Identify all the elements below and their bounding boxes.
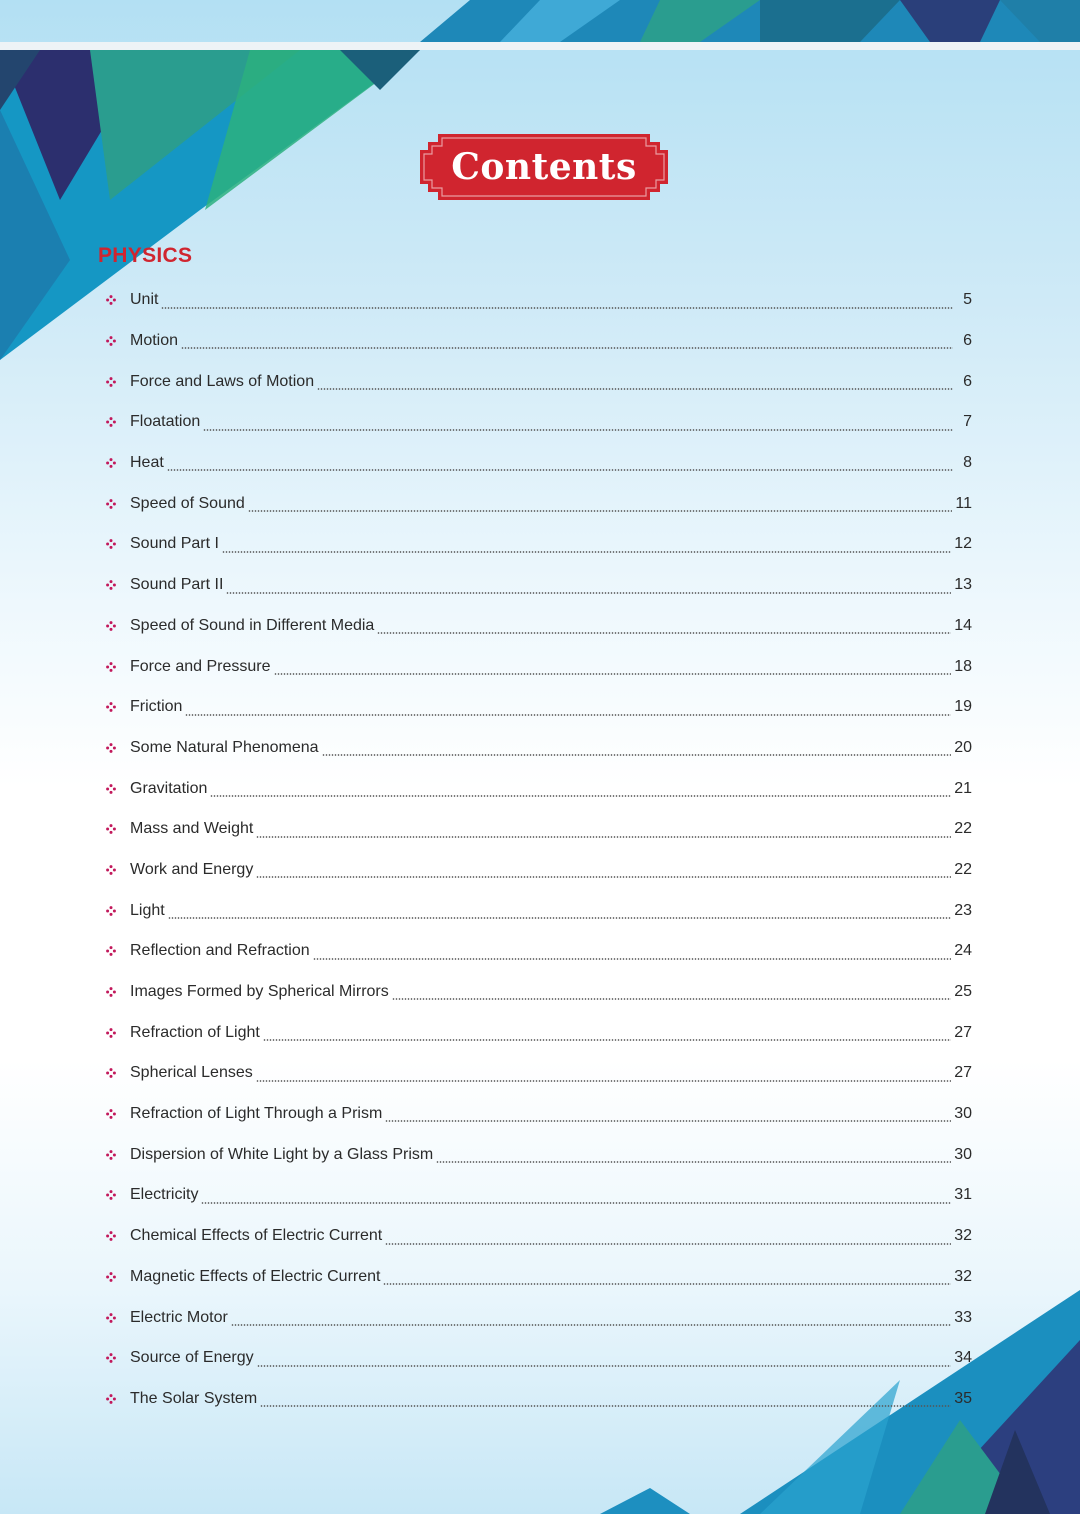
diamond-bullet-icon xyxy=(106,539,116,549)
toc-entry-title: The Solar System xyxy=(130,1389,258,1407)
toc-entry-page: 6 xyxy=(963,372,972,390)
diamond-bullet-icon xyxy=(106,458,116,468)
toc-entry xyxy=(106,809,972,850)
toc-entry-title: Friction xyxy=(130,698,183,716)
dot-leader xyxy=(210,795,951,797)
toc-entry-title: Light xyxy=(130,901,165,919)
dot-leader xyxy=(167,469,953,471)
toc-entry-page: 19 xyxy=(954,698,972,716)
toc-entry-page: 18 xyxy=(954,657,972,675)
toc-entry-title: Electricity xyxy=(130,1186,199,1204)
section-heading: PHYSICS xyxy=(98,244,193,267)
diamond-bullet-icon xyxy=(106,743,116,753)
toc-entry xyxy=(106,443,972,484)
toc-entry xyxy=(106,1379,972,1420)
dot-leader xyxy=(222,551,951,553)
toc-entry xyxy=(106,1053,972,1094)
diamond-bullet-icon xyxy=(106,1190,116,1200)
toc-entry-title: Reflection and Refraction xyxy=(130,942,310,960)
toc-entry-page: 35 xyxy=(954,1389,972,1407)
toc-entry xyxy=(106,931,972,972)
page-title: Contents xyxy=(451,146,637,188)
toc-entry-page: 21 xyxy=(954,779,972,797)
diamond-bullet-icon xyxy=(106,946,116,956)
dot-leader xyxy=(317,388,953,390)
toc-entry xyxy=(106,687,972,728)
toc-entry-title: Force and Pressure xyxy=(130,657,271,675)
diamond-bullet-icon xyxy=(106,1028,116,1038)
dot-leader xyxy=(226,592,951,594)
toc-entry-page: 14 xyxy=(954,616,972,634)
toc-entry xyxy=(106,280,972,321)
dot-leader xyxy=(256,876,951,878)
top-band xyxy=(0,42,1080,50)
diamond-bullet-icon xyxy=(106,1394,116,1404)
toc-entry xyxy=(106,1012,972,1053)
dot-leader xyxy=(248,510,953,512)
toc-entry-title: Electric Motor xyxy=(130,1308,228,1326)
toc-entry-title: Motion xyxy=(130,332,179,350)
dot-leader xyxy=(231,1324,951,1326)
toc-entry-title: Work and Energy xyxy=(130,860,254,878)
toc-entry-page: 12 xyxy=(954,535,972,553)
diamond-bullet-icon xyxy=(106,1231,116,1241)
dot-leader xyxy=(201,1202,951,1204)
toc-entry-page: 32 xyxy=(954,1227,972,1245)
diamond-bullet-icon xyxy=(106,621,116,631)
table-of-contents xyxy=(106,280,972,1419)
toc-entry xyxy=(106,1134,972,1175)
toc-entry-page: 11 xyxy=(955,494,972,512)
toc-entry-title: Sound Part II xyxy=(130,576,224,594)
toc-entry xyxy=(106,1175,972,1216)
dot-leader xyxy=(392,998,951,1000)
toc-entry xyxy=(106,728,972,769)
toc-entry xyxy=(106,1338,972,1379)
toc-entry-page: 30 xyxy=(954,1105,972,1123)
toc-entry-title: Floatation xyxy=(130,413,201,431)
diamond-bullet-icon xyxy=(106,865,116,875)
toc-entry-title: Mass and Weight xyxy=(130,820,254,838)
dot-leader xyxy=(185,714,951,716)
toc-entry-title: Images Formed by Spherical Mirrors xyxy=(130,983,389,1001)
diamond-bullet-icon xyxy=(106,377,116,387)
diamond-bullet-icon xyxy=(106,499,116,509)
diamond-bullet-icon xyxy=(106,295,116,305)
dot-leader xyxy=(168,917,952,919)
toc-entry-page: 30 xyxy=(954,1145,972,1163)
toc-entry xyxy=(106,972,972,1013)
toc-entry xyxy=(106,606,972,647)
toc-entry-title: Some Natural Phenomena xyxy=(130,738,319,756)
toc-entry xyxy=(106,1257,972,1298)
toc-entry xyxy=(106,1094,972,1135)
dot-leader xyxy=(436,1161,951,1163)
toc-entry xyxy=(106,768,972,809)
diamond-bullet-icon xyxy=(106,702,116,712)
dot-leader xyxy=(313,958,952,960)
toc-entry-page: 5 xyxy=(963,291,972,309)
toc-entry-title: Source of Energy xyxy=(130,1349,254,1367)
dot-leader xyxy=(274,673,952,675)
diamond-bullet-icon xyxy=(106,417,116,427)
dot-leader xyxy=(181,347,953,349)
toc-entry xyxy=(106,646,972,687)
toc-entry xyxy=(106,524,972,565)
toc-entry-page: 23 xyxy=(954,901,972,919)
diamond-bullet-icon xyxy=(106,1150,116,1160)
dot-leader xyxy=(385,1243,951,1245)
toc-entry-page: 22 xyxy=(954,860,972,878)
diamond-bullet-icon xyxy=(106,987,116,997)
toc-entry xyxy=(106,402,972,443)
toc-entry xyxy=(106,483,972,524)
toc-entry xyxy=(106,321,972,362)
toc-entry-title: Force and Laws of Motion xyxy=(130,372,315,390)
toc-entry-page: 32 xyxy=(954,1267,972,1285)
toc-entry-page: 7 xyxy=(963,413,972,431)
toc-entry xyxy=(106,850,972,891)
toc-entry-title: Heat xyxy=(130,454,164,472)
toc-entry-page: 24 xyxy=(954,942,972,960)
toc-entry-page: 13 xyxy=(954,576,972,594)
toc-entry-title: Spherical Lenses xyxy=(130,1064,253,1082)
diamond-bullet-icon xyxy=(106,1272,116,1282)
diamond-bullet-icon xyxy=(106,784,116,794)
toc-entry-title: Speed of Sound xyxy=(130,494,245,512)
toc-entry-page: 27 xyxy=(954,1064,972,1082)
toc-entry xyxy=(106,1297,972,1338)
toc-entry-title: Dispersion of White Light by a Glass Prism xyxy=(130,1145,434,1163)
toc-entry-page: 20 xyxy=(954,738,972,756)
toc-entry xyxy=(106,361,972,402)
toc-entry-title: Chemical Effects of Electric Current xyxy=(130,1227,383,1245)
diamond-bullet-icon xyxy=(106,1109,116,1119)
dot-leader xyxy=(263,1039,951,1041)
dot-leader xyxy=(322,754,952,756)
dot-leader xyxy=(377,632,951,634)
toc-entry-page: 8 xyxy=(963,454,972,472)
toc-entry-page: 25 xyxy=(954,983,972,1001)
toc-entry-title: Sound Part I xyxy=(130,535,219,553)
dot-leader xyxy=(256,836,951,838)
diamond-bullet-icon xyxy=(106,580,116,590)
diamond-bullet-icon xyxy=(106,336,116,346)
dot-leader xyxy=(383,1283,951,1285)
dot-leader xyxy=(203,429,953,431)
toc-entry-page: 27 xyxy=(954,1023,972,1041)
toc-entry-title: Magnetic Effects of Electric Current xyxy=(130,1267,381,1285)
toc-entry-title: Speed of Sound in Different Media xyxy=(130,616,375,634)
toc-entry xyxy=(106,890,972,931)
toc-entry-title: Refraction of Light xyxy=(130,1023,260,1041)
diamond-bullet-icon xyxy=(106,1313,116,1323)
dot-leader xyxy=(260,1405,951,1407)
diamond-bullet-icon xyxy=(106,1353,116,1363)
toc-entry-page: 33 xyxy=(954,1308,972,1326)
toc-entry-title: Refraction of Light Through a Prism xyxy=(130,1105,383,1123)
toc-entry-title: Unit xyxy=(130,291,159,309)
dot-leader xyxy=(257,1365,952,1367)
diamond-bullet-icon xyxy=(106,1068,116,1078)
toc-entry-page: 6 xyxy=(963,332,972,350)
toc-entry xyxy=(106,565,972,606)
diamond-bullet-icon xyxy=(106,824,116,834)
diamond-bullet-icon xyxy=(106,906,116,916)
toc-entry xyxy=(106,1216,972,1257)
dot-leader xyxy=(385,1120,951,1122)
toc-entry-page: 34 xyxy=(954,1349,972,1367)
toc-entry-title: Gravitation xyxy=(130,779,208,797)
title-badge xyxy=(420,134,668,200)
dot-leader xyxy=(161,307,953,309)
diamond-bullet-icon xyxy=(106,662,116,672)
toc-entry-page: 22 xyxy=(954,820,972,838)
dot-leader xyxy=(256,1080,951,1082)
toc-entry-page: 31 xyxy=(954,1186,972,1204)
